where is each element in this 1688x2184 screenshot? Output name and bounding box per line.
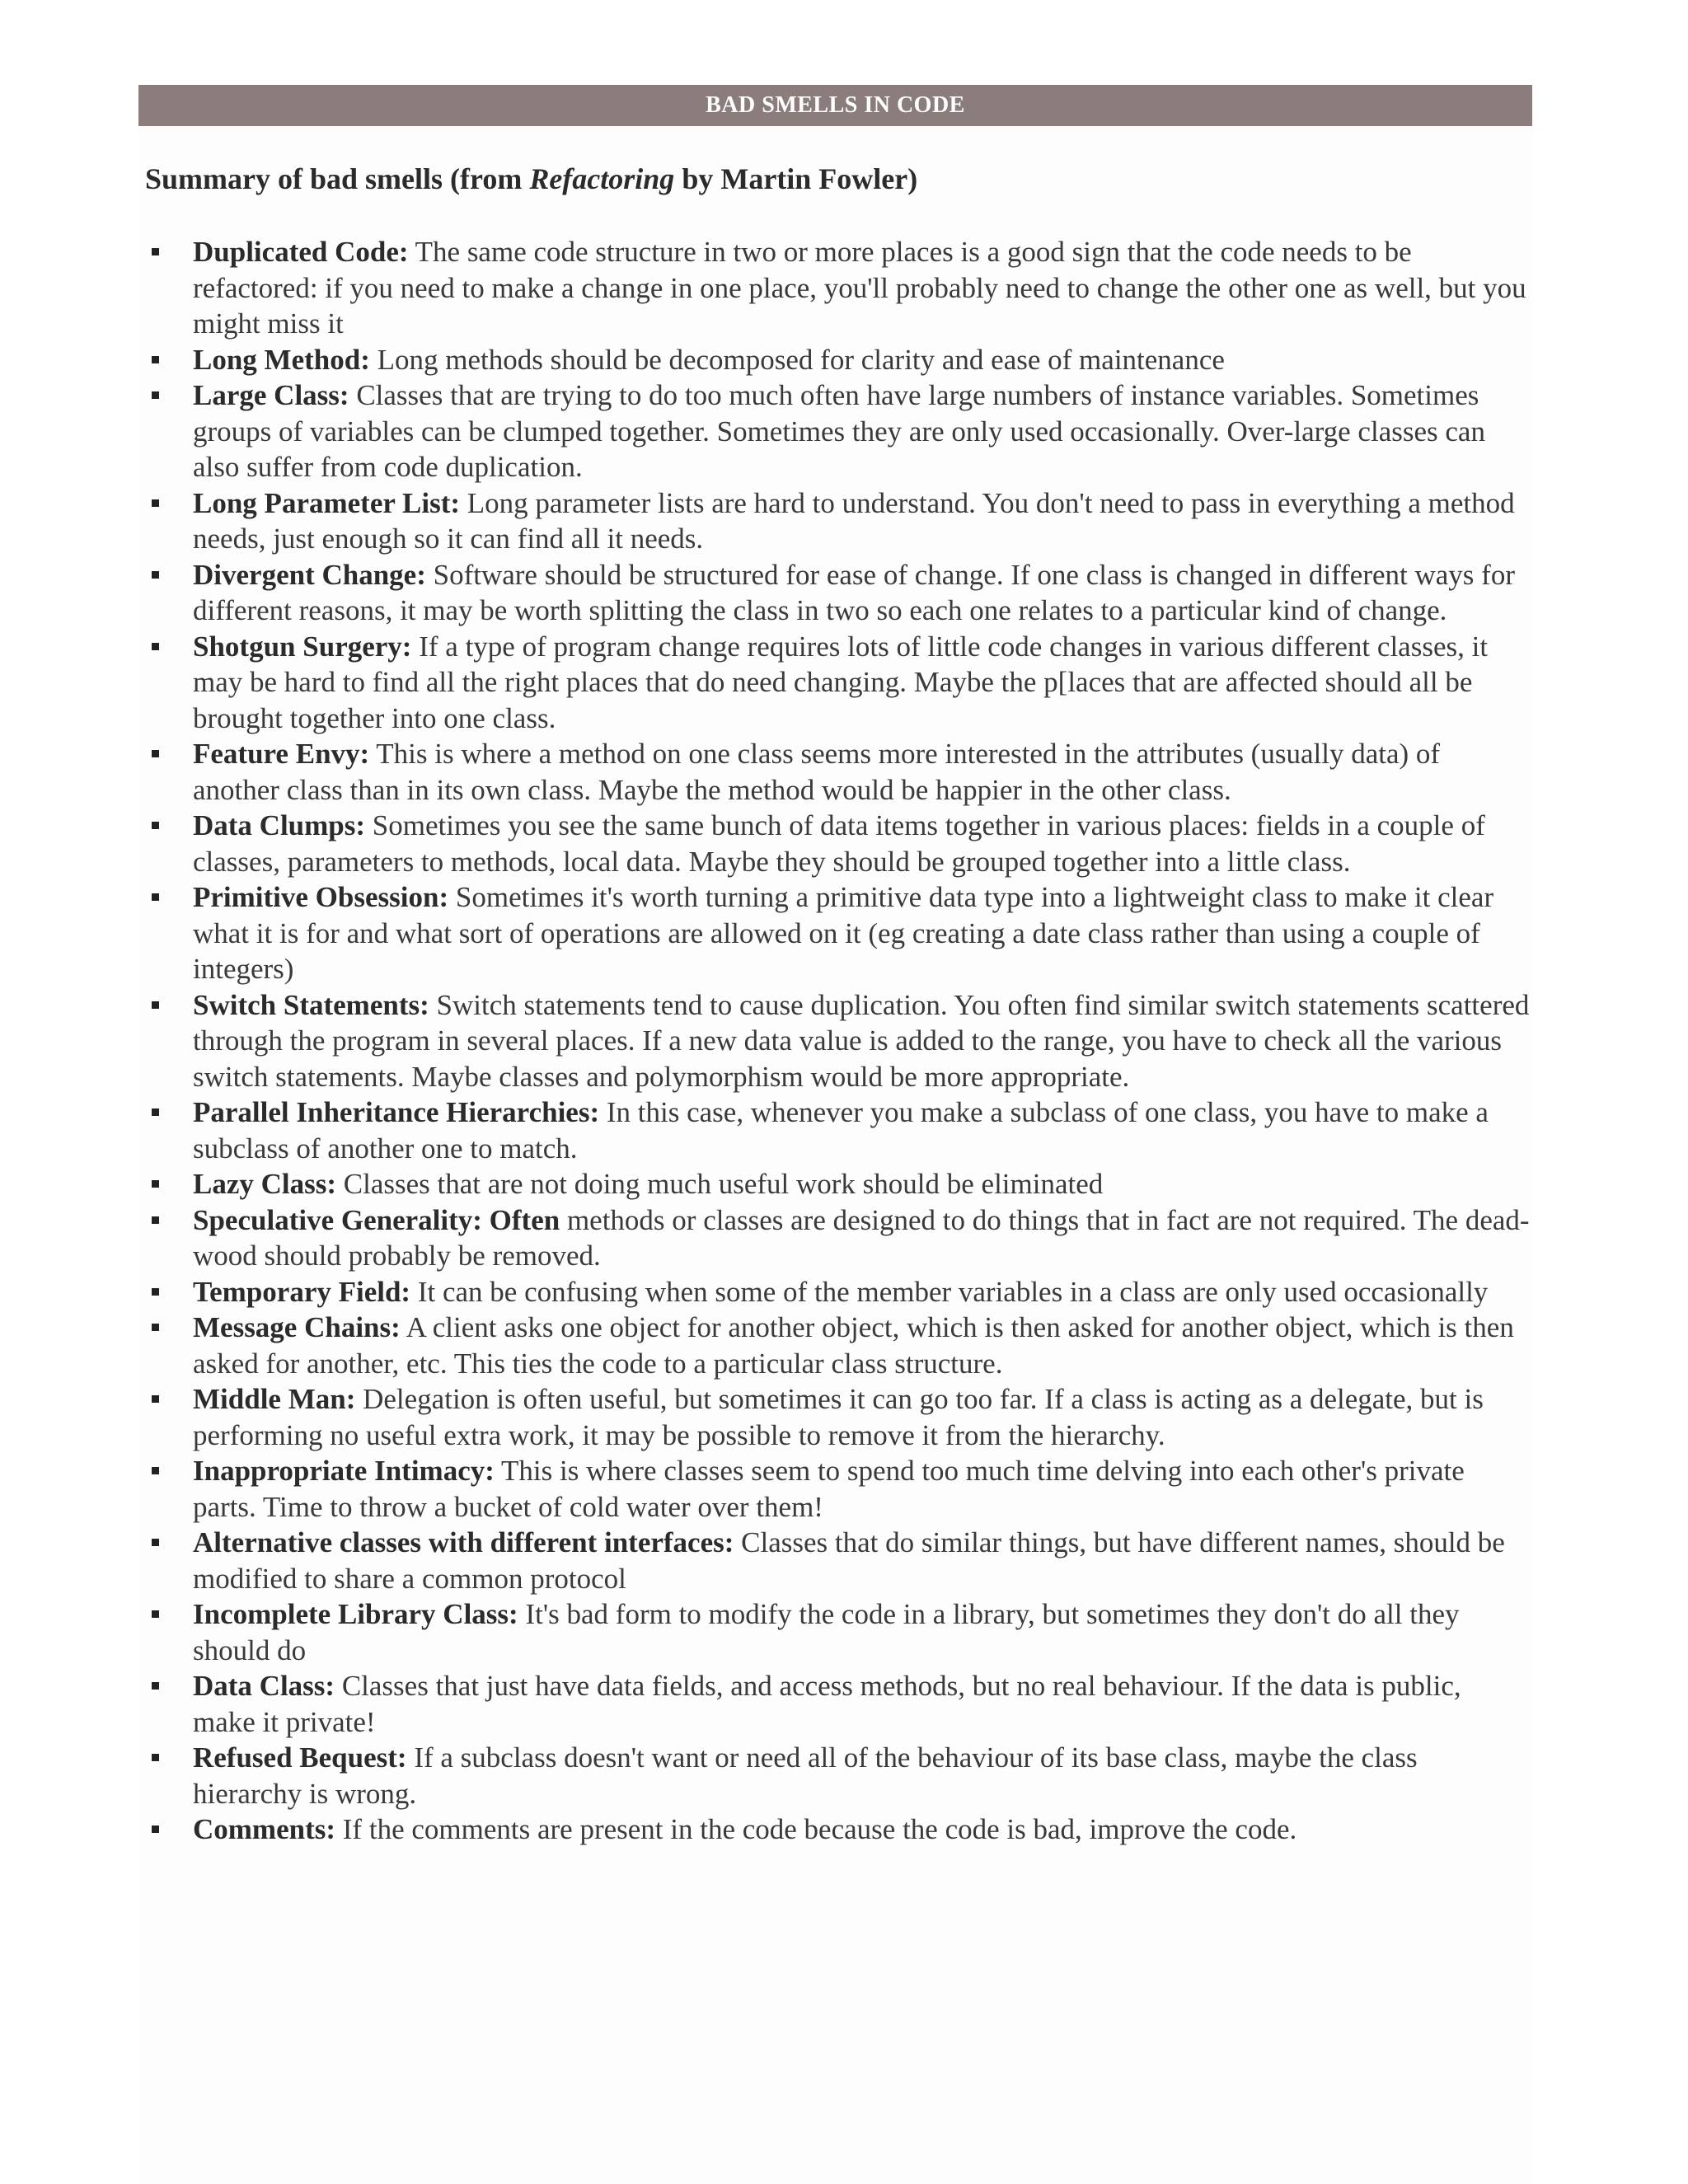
list-item-speculative-generality — [145, 1202, 1530, 1274]
smell-description: Software should be structured for ease of change. If one class is changed in different ways for different reasons, it may be worth splitting the class in two so each one relates to a particular kind of change. — [193, 558, 1515, 626]
list-item-shotgun-surgery — [145, 629, 1530, 737]
smell-term: Speculative Generality: Often — [193, 1203, 560, 1236]
header-bar — [138, 85, 1532, 126]
list-item-switch-statements — [145, 987, 1530, 1095]
square-bullet-icon — [152, 1539, 159, 1546]
list-item-lazy-class — [145, 1166, 1530, 1202]
smell-description: Long methods should be decomposed for clarity and ease of maintenance — [369, 343, 1225, 376]
smell-description: Delegation is often useful, but sometimes it can go too far. If a class is acting as a delegate, but is performing no useful extra work, it may be possible to remove it from the hierarchy. — [193, 1383, 1484, 1451]
smell-term: Large Class: — [193, 379, 349, 411]
square-bullet-icon — [152, 391, 159, 399]
square-bullet-icon — [152, 356, 159, 363]
square-bullet-icon — [152, 1001, 159, 1009]
square-bullet-icon — [152, 750, 159, 757]
smell-description: Classes that are not doing much useful work should be eliminated — [336, 1168, 1104, 1200]
square-bullet-icon — [152, 643, 159, 650]
smell-term: Parallel Inheritance Hierarchies: — [193, 1096, 600, 1128]
list-item-parallel-inheritance-hierarchies — [145, 1094, 1530, 1166]
list-item-large-class — [145, 377, 1530, 485]
square-bullet-icon — [152, 1288, 159, 1296]
list-item-alternative-classes — [145, 1525, 1530, 1596]
smell-term: Temporary Field: — [193, 1275, 411, 1308]
square-bullet-icon — [152, 1108, 159, 1116]
smell-description: If the comments are present in the code because the code is bad, improve the code. — [335, 1813, 1297, 1845]
smell-term: Middle Man: — [193, 1383, 356, 1415]
smell-description: Switch statements tend to cause duplication. You often find similar switch statements scattered through the program in several places. If a new data value is added to the range, you have to check all the various switch statements. Maybe classes and polymorphism would be more appropriate. — [193, 988, 1530, 1093]
smell-term: Shotgun Surgery: — [193, 630, 412, 663]
list-item-long-method — [145, 342, 1530, 378]
smell-term: Message Chains: — [193, 1311, 401, 1343]
list-item-inappropriate-intimacy — [145, 1453, 1530, 1525]
smell-description: This is where a method on one class seems more interested in the attributes (usually data) of another class than in its own class. Maybe the method would be happier in the other class. — [193, 738, 1441, 806]
bad-smells-list — [145, 234, 1530, 1848]
list-item-data-clumps — [145, 808, 1530, 879]
smell-description: Long parameter lists are hard to understand. You don't need to pass in everything a method needs, just enough so it can find all it needs. — [193, 486, 1515, 555]
square-bullet-icon — [152, 1610, 159, 1618]
list-item-feature-envy — [145, 736, 1530, 808]
list-item-long-parameter-list — [145, 485, 1530, 557]
smell-description: Sometimes it's worth turning a primitive data type into a lightweight class to make it clear what it is for and what sort of operations are allowed on it (eg creating a date class rather than using a couple of integers) — [193, 881, 1494, 985]
summary-heading-prefix: Summary of bad smells (from — [145, 162, 530, 195]
smell-term: Refused Bequest: — [193, 1741, 407, 1774]
smell-description: In this case, whenever you make a subclass of one class, you have to make a subclass of another one to match. — [193, 1096, 1489, 1165]
page-title: BAD SMELLS IN CODE — [706, 92, 965, 118]
smell-description: A client asks one object for another object, which is then asked for another object, which is then asked for another, etc. This ties the code to a particular class structure. — [193, 1311, 1514, 1380]
smell-term: Lazy Class: — [193, 1168, 337, 1200]
list-item-message-chains — [145, 1310, 1530, 1381]
smell-term: Divergent Change: — [193, 558, 426, 591]
square-bullet-icon — [152, 1467, 159, 1474]
smell-description: If a subclass doesn't want or need all of the behaviour of its base class, maybe the class hierarchy is wrong. — [193, 1741, 1418, 1810]
smell-description: This is where classes seem to spend too much time delving into each other's private parts. Time to throw a bucket of cold water over them! — [193, 1455, 1465, 1523]
smell-term: Inappropriate Intimacy: — [193, 1455, 495, 1487]
smell-term: Long Method: — [193, 343, 370, 376]
smell-description: Classes that do similar things, but have different names, should be modified to share a common protocol — [193, 1526, 1505, 1595]
square-bullet-icon — [152, 571, 159, 579]
smell-term: Duplicated Code: — [193, 236, 409, 268]
smell-term: Feature Envy: — [193, 738, 370, 770]
smell-description: Classes that just have data fields, and access methods, but no real behaviour. If the data is public, make it private! — [193, 1670, 1461, 1738]
list-item-middle-man — [145, 1381, 1530, 1453]
list-item-incomplete-library-class — [145, 1596, 1530, 1668]
smell-term: Data Clumps: — [193, 809, 366, 841]
square-bullet-icon — [152, 822, 159, 829]
smell-description: It's bad form to modify the code in a library, but sometimes they don't do all they should do — [193, 1598, 1460, 1666]
square-bullet-icon — [152, 893, 159, 901]
square-bullet-icon — [152, 248, 159, 255]
smell-term: Data Class: — [193, 1670, 335, 1702]
smell-term: Primitive Obsession: — [193, 881, 449, 913]
smell-term: Alternative classes with different interfaces: — [193, 1526, 734, 1558]
list-item-data-class — [145, 1668, 1530, 1740]
book-title: Refactoring — [529, 162, 675, 195]
smell-term: Switch Statements: — [193, 988, 429, 1021]
smell-description: methods or classes are designed to do things that in fact are not required. The dead-wood should probably be removed. — [193, 1203, 1530, 1272]
smell-description: Sometimes you see the same bunch of data items together in various places: fields in a couple of classes, parameters to methods, local data. Maybe they should be grouped together into a little class. — [193, 809, 1485, 878]
list-item-divergent-change — [145, 557, 1530, 629]
list-item-duplicated-code — [145, 234, 1530, 342]
smell-description: Classes that are trying to do too much often have large numbers of instance variables. Sometimes groups of variables can be clumped together. Sometimes they are only used occasionally. Over-large classes can also suffer from code duplication. — [193, 379, 1485, 483]
smell-term: Long Parameter List: — [193, 486, 461, 519]
square-bullet-icon — [152, 1180, 159, 1188]
smell-description: The same code structure in two or more places is a good sign that the code needs to be refactored: if you need to make a change in one place, you'll probably need to change the other one as well, but you might miss it — [193, 236, 1526, 340]
smell-term: Incomplete Library Class: — [193, 1598, 518, 1630]
square-bullet-icon — [152, 1682, 159, 1690]
square-bullet-icon — [152, 1754, 159, 1761]
square-bullet-icon — [152, 499, 159, 507]
square-bullet-icon — [152, 1395, 159, 1403]
smell-term: Comments: — [193, 1813, 336, 1845]
list-item-temporary-field — [145, 1274, 1530, 1310]
square-bullet-icon — [152, 1216, 159, 1224]
summary-heading-suffix: by Martin Fowler) — [674, 162, 918, 195]
square-bullet-icon — [152, 1825, 159, 1833]
summary-heading — [145, 162, 917, 196]
smell-description: It can be confusing when some of the member variables in a class are only used occasionally — [410, 1275, 1489, 1308]
list-item-primitive-obsession — [145, 879, 1530, 987]
square-bullet-icon — [152, 1324, 159, 1331]
list-item-comments — [145, 1811, 1530, 1848]
smell-description: If a type of program change requires lots of little code changes in various different classes, it may be hard to find all the right places that do need changing. Maybe the p[laces that are affected should all be brought together into one class. — [193, 630, 1489, 734]
list-item-refused-bequest — [145, 1740, 1530, 1811]
